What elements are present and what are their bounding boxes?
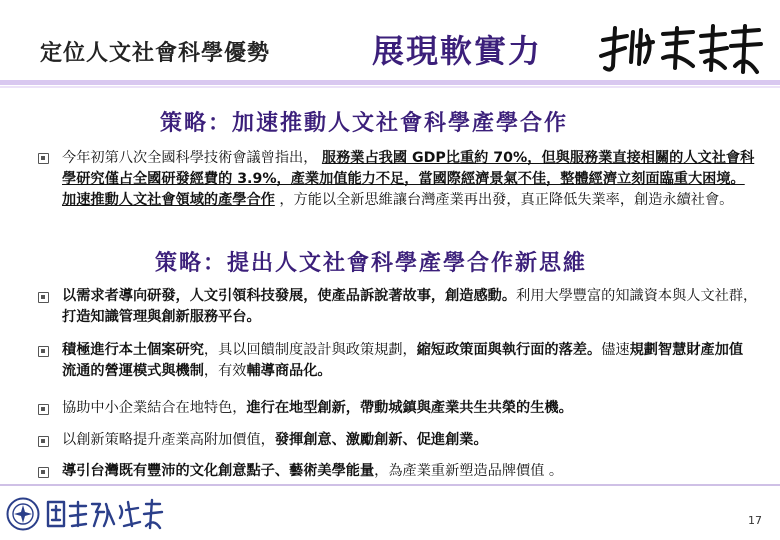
list-item — [62, 398, 762, 419]
item-bold-text: 縮短政策面與執行面的落差。 — [416, 342, 602, 358]
item-bold-text: 打造知識管理與創新服務平台。 — [62, 309, 261, 325]
section1-paragraph — [62, 148, 762, 211]
section-title-2: 策略：提出人文社會科學產學合作新思維 — [155, 251, 588, 276]
list-item — [62, 430, 762, 451]
header-divider-light — [0, 86, 780, 88]
bullet-square-icon — [38, 467, 49, 478]
bullet-square-icon — [38, 346, 49, 357]
list-item — [62, 286, 762, 328]
bullet-square-icon — [38, 153, 49, 164]
item-bold-text: 積極進行本土個案研究 — [62, 342, 204, 358]
para-text: ，方能以全新思維讓台灣產業再出發，真正降低失業率，創造永續社會。 — [279, 192, 734, 208]
item-text: ，具以回饋制度設計與政策規劃， — [203, 342, 417, 358]
header-divider — [0, 80, 780, 85]
calligraphy-logo — [597, 22, 765, 80]
list-item — [62, 461, 762, 482]
para-emphasis-underline: 服務業占我國 GDP比重約 70%，但與服務業直接相關的人文社會科學研究僅占全國研發經費的 3.9%，產業加值能力不足，當國際經濟景氣不佳，整體經濟立刻面臨重大困境。 — [62, 150, 755, 187]
bullet-square-icon — [38, 292, 49, 303]
slide-header-left-title: 定位人文社會科學優勢 — [40, 41, 271, 66]
para-emphasis-underline: 加速推動人文社會領域的產學合作 — [62, 192, 275, 208]
item-bold-text: 進行在地型創新，帶動城鎮與產業共生共榮的生機。 — [246, 400, 573, 416]
item-text: 協助中小企業結合在地特色， — [62, 400, 247, 416]
list-item — [62, 340, 762, 382]
bullet-square-icon — [38, 436, 49, 447]
page-number: 17 — [748, 514, 762, 527]
item-bold-text: 以需求者導向研發，人文引領科技發展，使產品訴說著故事，創造感動。 — [62, 288, 517, 304]
item-text: ，為產業重新塑造品牌價值 。 — [374, 463, 564, 479]
item-bold-text: 導引台灣既有豐沛的文化創意點子、藝術美學能量 — [62, 463, 375, 479]
university-logo-text — [44, 498, 164, 530]
item-text: 儘速 — [601, 342, 630, 358]
item-bold-text: 輔導商品化。 — [246, 363, 332, 379]
item-text: ，有效 — [203, 363, 247, 379]
university-seal-icon — [6, 497, 40, 531]
para-text: 今年初第八次全國科學技術會議曾指出， — [62, 150, 318, 166]
bullet-square-icon — [38, 404, 49, 415]
item-text: 利用大學豐富的知識資本與人文社群， — [516, 288, 758, 304]
slide-header-main-title: 展現軟實力 — [372, 32, 543, 70]
item-bold-text: 規劃智慧財產加值 流通的營運模式與機制 — [62, 342, 744, 379]
item-bold-text: 發揮創意、激勵創新、促進創業。 — [274, 432, 488, 448]
section-title-1: 策略：加速推動人文社會科學產學合作 — [160, 111, 569, 136]
item-text: 以創新策略提升產業高附加價值， — [62, 432, 275, 448]
footer-divider — [0, 484, 780, 486]
